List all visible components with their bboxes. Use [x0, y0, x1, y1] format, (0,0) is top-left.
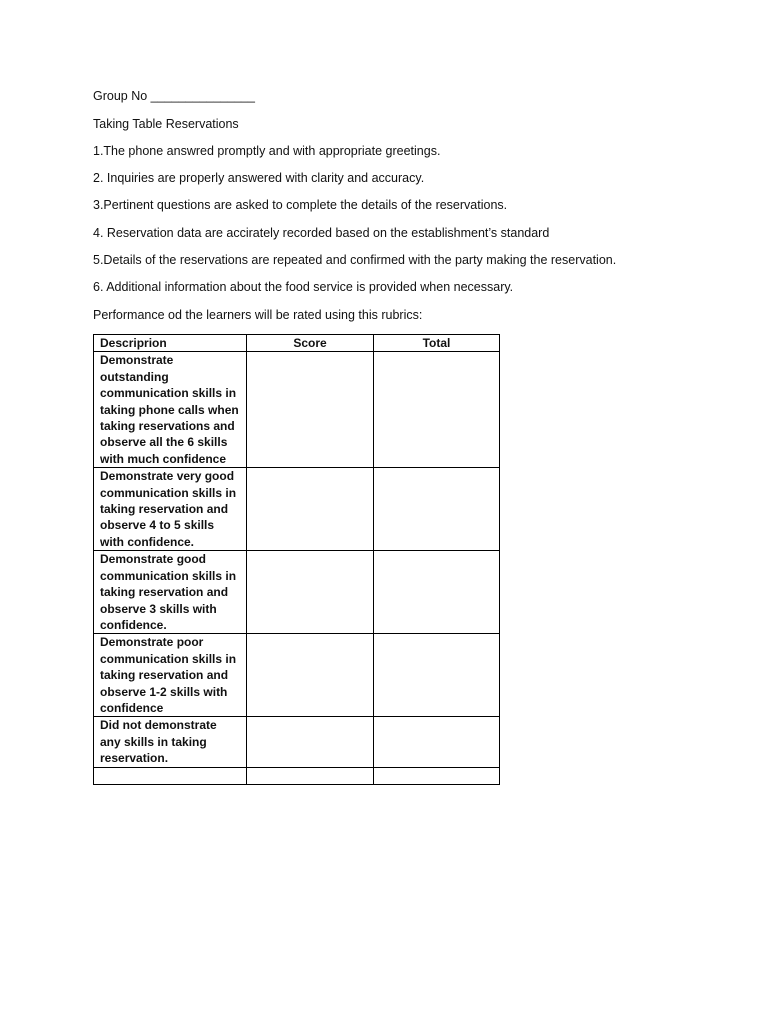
criterion-1: 1.The phone answred promptly and with appropriate greetings.: [93, 144, 441, 158]
table-row: [94, 551, 500, 634]
row-description: Demonstrate outstanding communication skills in taking phone calls when taking reservations and observe all the 6 skills with much confidence: [94, 352, 247, 468]
criterion-2: 2. Inquiries are properly answered with clarity and accuracy.: [93, 171, 425, 185]
row-description: Demonstrate very good communication skills in taking reservation and observe 4 to 5 skills with confidence.: [94, 468, 247, 551]
criterion-5: 5.Details of the reservations are repeated and confirmed with the party making the reservation.: [93, 253, 617, 267]
score-cell: [247, 767, 374, 784]
table-header-row: [94, 335, 500, 352]
score-cell: [247, 717, 374, 767]
criterion-4: 4. Reservation data are accirately recorded based on the establishment’s standard: [93, 226, 550, 240]
score-cell: [247, 468, 374, 551]
row-description: Demonstrate good communication skills in taking reservation and observe 3 skills with confidence.: [94, 551, 247, 634]
row-description: Demonstrate poor communication skills in taking reservation and observe 1-2 skills with confidence: [94, 634, 247, 717]
total-cell: [374, 468, 500, 551]
total-cell: [374, 717, 500, 767]
table-row: [94, 634, 500, 717]
total-cell: [374, 767, 500, 784]
rubric-table: [93, 334, 500, 785]
criterion-6: 6. Additional information about the food service is provided when necessary.: [93, 280, 514, 294]
header-score: Score: [247, 335, 374, 352]
score-cell: [247, 634, 374, 717]
score-cell: [247, 352, 374, 468]
total-cell: [374, 551, 500, 634]
header-total: Total: [374, 335, 500, 352]
row-description: [94, 767, 247, 784]
total-cell: [374, 352, 500, 468]
criterion-3: 3.Pertinent questions are asked to complete the details of the reservations.: [93, 198, 508, 212]
document-title: Taking Table Reservations: [93, 117, 239, 131]
rubric-intro: Performance od the learners will be rated using this rubrics:: [93, 308, 423, 322]
table-row: [94, 717, 500, 767]
table-row: [94, 352, 500, 468]
score-cell: [247, 551, 374, 634]
total-cell: [374, 634, 500, 717]
table-row: [94, 468, 500, 551]
table-row-empty: [94, 767, 500, 784]
group-number-line: Group No _______________: [93, 89, 255, 103]
row-description: Did not demonstrate any skills in taking reservation.: [94, 717, 247, 767]
header-description: Descriprion: [94, 335, 247, 352]
